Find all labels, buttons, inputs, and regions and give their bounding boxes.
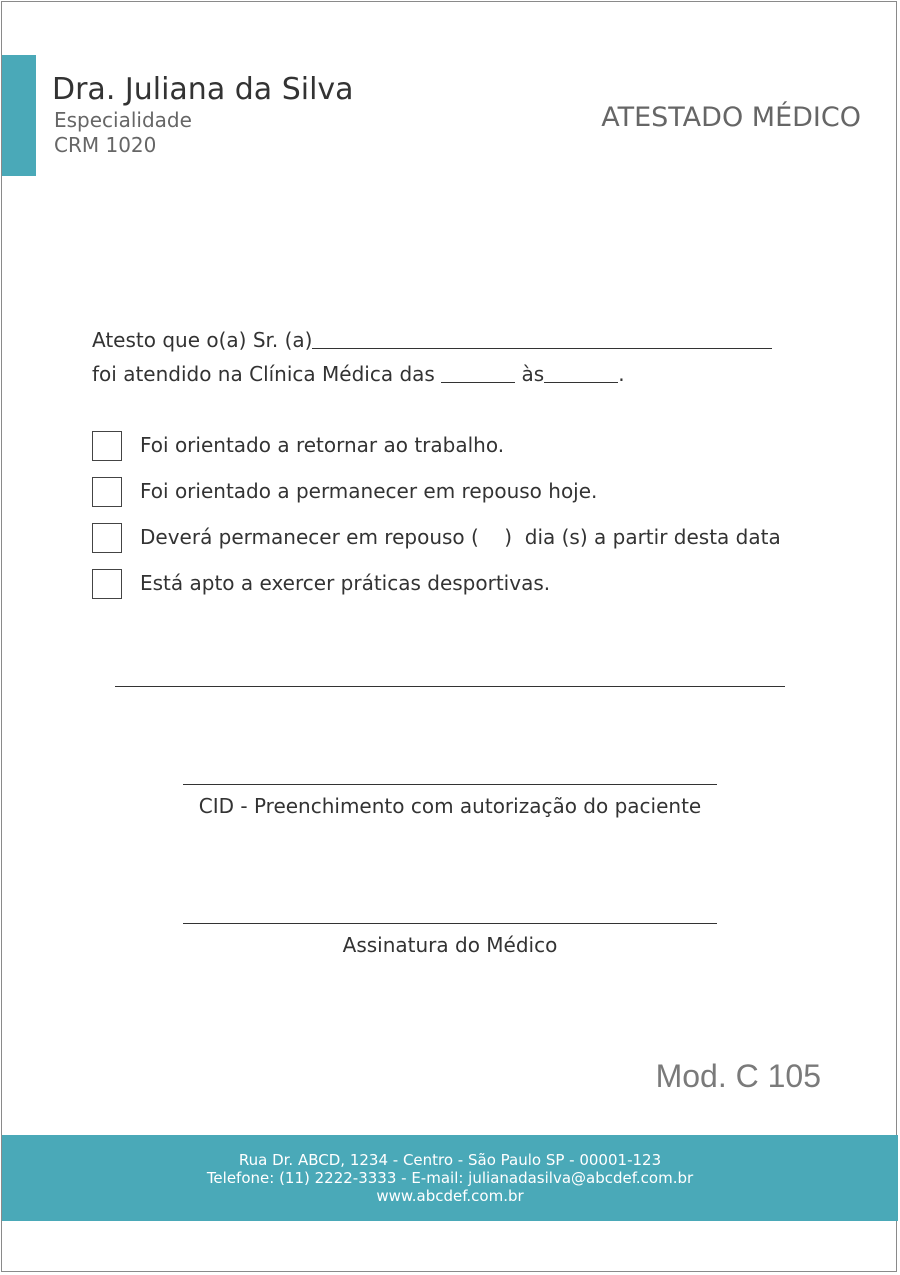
option-label: Deverá permanecer em repouso ( ) dia (s) a partir desta data [140,525,781,549]
cid-signature-line[interactable] [183,784,717,785]
attestation-line-patient [92,328,772,352]
doctor-signature-line[interactable] [183,923,717,924]
notes-line[interactable] [115,686,785,687]
attestation-time-middle: às [521,362,545,386]
checkbox-rest-days[interactable] [92,523,122,553]
option-rest-today [92,477,852,509]
option-label: Está apto a exercer práticas desportivas. [140,571,551,595]
option-return-to-work [92,431,852,463]
doctor-specialty: Especialidade [54,108,192,132]
cid-caption: CID - Preenchimento com autorização do paciente [198,794,702,818]
attestation-text: Atesto que o(a) Sr. (a) [92,328,313,352]
attestation-time-suffix: . [618,362,625,386]
footer-website: www.abcdef.com.br [376,1187,524,1205]
attestation-line-time [92,362,625,386]
attestation-time-prefix: foi atendido na Clínica Médica das [92,362,435,386]
doctor-name: Dra. Juliana da Silva [52,72,354,107]
checkbox-return-to-work[interactable] [92,431,122,461]
footer-address: Rua Dr. ABCD, 1234 - Centro - São Paulo SP - 00001-123 [238,1151,662,1169]
option-fit-for-sports [92,569,852,601]
option-label: Foi orientado a permanecer em repouso hoje. [140,479,598,503]
option-rest-days [92,523,852,555]
start-time-blank[interactable] [441,362,515,383]
footer [2,1135,898,1221]
model-code: Mod. C 105 [655,1058,821,1094]
doctor-signature-caption: Assinatura do Médico [342,933,558,957]
checkbox-fit-for-sports[interactable] [92,569,122,599]
patient-name-blank[interactable] [312,328,772,349]
option-label: Foi orientado a retornar ao trabalho. [140,433,505,457]
footer-contact: Telefone: (11) 2222-3333 - E-mail: julianadasilva@abcdef.com.br [206,1169,694,1187]
header-accent-bar [2,55,36,176]
end-time-blank[interactable] [544,362,618,383]
document-title: ATESTADO MÉDICO [601,102,861,133]
doctor-crm: CRM 1020 [54,133,157,157]
checkbox-rest-today[interactable] [92,477,122,507]
